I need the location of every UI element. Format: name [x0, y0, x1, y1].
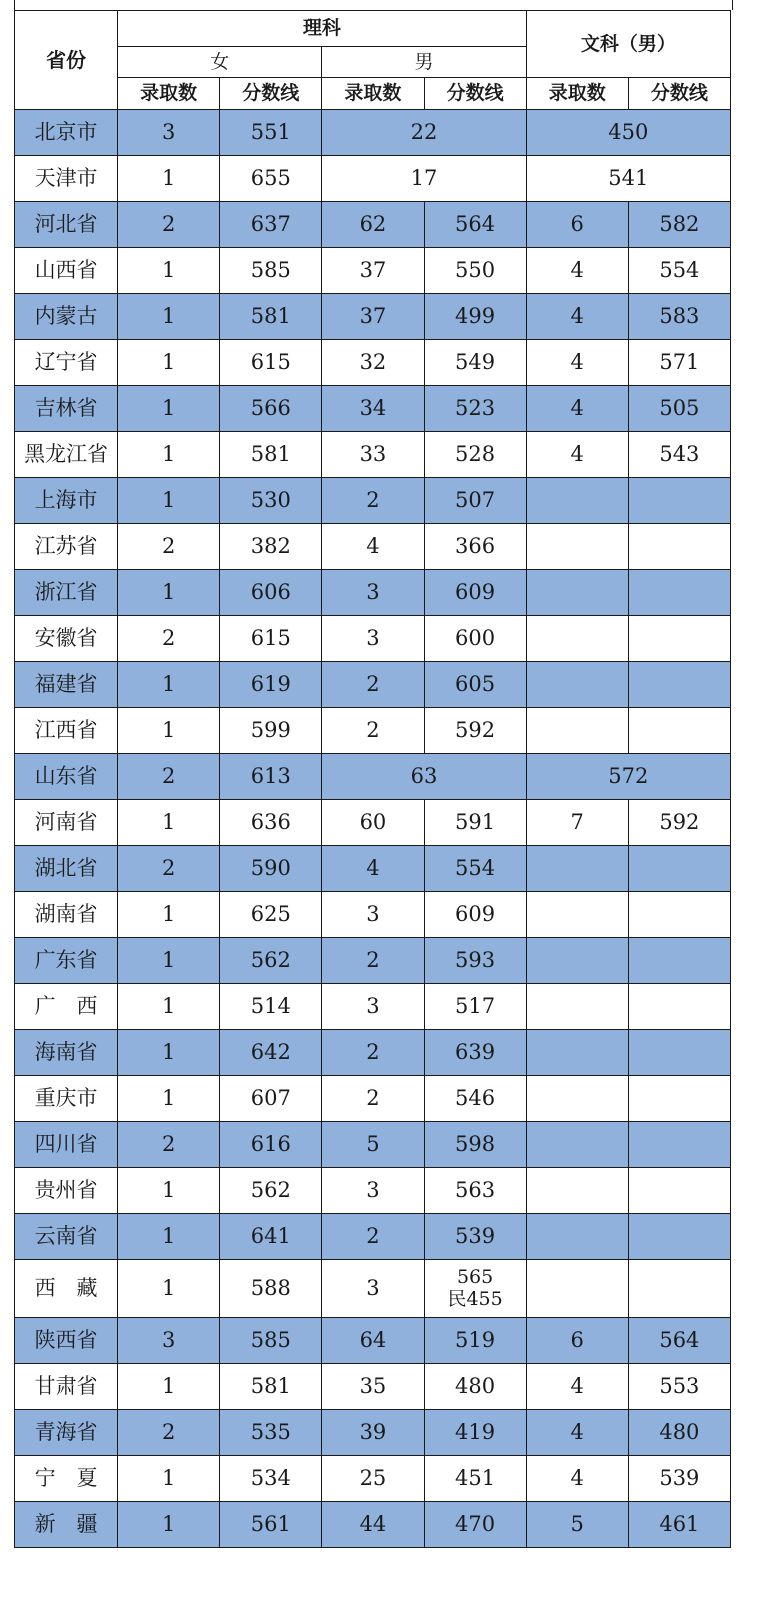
admission-table: [14, 10, 731, 1548]
province-cell: 云南省: [15, 1214, 118, 1260]
table-row: [15, 110, 731, 156]
female-admitted-cell: 1: [118, 432, 220, 478]
arts-score-cell: 564: [628, 1318, 730, 1364]
table-row: [15, 478, 731, 524]
female-score-cell: 581: [220, 1364, 322, 1410]
male-score-cell: 605: [424, 662, 526, 708]
table-row: [15, 1030, 731, 1076]
table-row: [15, 800, 731, 846]
table-header: [15, 11, 731, 110]
female-admitted-cell: 1: [118, 1168, 220, 1214]
male-score-cell: [424, 1260, 526, 1318]
female-score-cell: 625: [220, 892, 322, 938]
female-score-cell: 636: [220, 800, 322, 846]
table-row: [15, 432, 731, 478]
table-row: [15, 1260, 731, 1318]
province-cell: 新 疆: [15, 1502, 118, 1548]
male-admitted-cell: 34: [322, 386, 424, 432]
female-score-cell: 641: [220, 1214, 322, 1260]
male-admitted-cell: 2: [322, 478, 424, 524]
table-row: [15, 1502, 731, 1548]
female-score-cell: 566: [220, 386, 322, 432]
female-admitted-cell: 2: [118, 524, 220, 570]
female-score-cell: 535: [220, 1410, 322, 1456]
science-female-header: 女: [118, 47, 322, 78]
table-row: [15, 570, 731, 616]
table-row: [15, 846, 731, 892]
male-score-cell: 519: [424, 1318, 526, 1364]
arts-admitted-cell: 7: [526, 800, 628, 846]
province-cell: 江苏省: [15, 524, 118, 570]
arts-admitted-cell: [526, 892, 628, 938]
province-cell: 贵州省: [15, 1168, 118, 1214]
admission-table-sheet: [14, 10, 731, 1548]
table-row: [15, 938, 731, 984]
female-score-cell: 613: [220, 754, 322, 800]
male-admitted-cell: 3: [322, 1260, 424, 1318]
male-score-cell: 639: [424, 1030, 526, 1076]
female-admitted-cell: 1: [118, 340, 220, 386]
arts-score-cell: 505: [628, 386, 730, 432]
male-score-cell: 563: [424, 1168, 526, 1214]
province-cell: 湖北省: [15, 846, 118, 892]
female-score-cell: 562: [220, 938, 322, 984]
female-admitted-cell: 1: [118, 800, 220, 846]
arts-admitted-cell: [526, 1214, 628, 1260]
male-admitted-cell: 32: [322, 340, 424, 386]
arts-admitted-cell: [526, 1260, 628, 1318]
male-score-cell: 480: [424, 1364, 526, 1410]
male-admitted-cell: 2: [322, 1076, 424, 1122]
arts-admitted-cell: 6: [526, 202, 628, 248]
arts-score-cell: 539: [628, 1456, 730, 1502]
female-admitted-cell: 1: [118, 892, 220, 938]
arts-admitted-cell: 4: [526, 340, 628, 386]
male-score-cell: 609: [424, 892, 526, 938]
male-score-cell: 592: [424, 708, 526, 754]
arts-merged-cell: 541: [526, 156, 730, 202]
female-score-cell: 615: [220, 616, 322, 662]
female-admitted-cell: 1: [118, 1502, 220, 1548]
female-score-cell: 581: [220, 294, 322, 340]
table-row: [15, 1364, 731, 1410]
science-male-header: 男: [322, 47, 526, 78]
arts-score-cell: 571: [628, 340, 730, 386]
table-top-edge: [14, 0, 733, 10]
arts-merged-cell: 572: [526, 754, 730, 800]
female-score-cell: 616: [220, 1122, 322, 1168]
female-score-cell: 561: [220, 1502, 322, 1548]
female-admitted-cell: 1: [118, 294, 220, 340]
table-row: [15, 662, 731, 708]
arts-score-cell: [628, 1076, 730, 1122]
province-cell: 陕西省: [15, 1318, 118, 1364]
arts-admitted-cell: 4: [526, 1456, 628, 1502]
male-score-cell: 499: [424, 294, 526, 340]
female-score-cell: 588: [220, 1260, 322, 1318]
province-cell: 天津市: [15, 156, 118, 202]
male-admitted-cell: 2: [322, 708, 424, 754]
arts-admitted-cell: [526, 662, 628, 708]
female-admitted-cell: 1: [118, 1260, 220, 1318]
province-cell: 西 藏: [15, 1260, 118, 1318]
male-score-cell: 528: [424, 432, 526, 478]
female-admitted-cell: 1: [118, 156, 220, 202]
male-admitted-cell: 4: [322, 846, 424, 892]
province-cell: 吉林省: [15, 386, 118, 432]
arts-score-cell: [628, 1260, 730, 1318]
male-merged-cell: 22: [322, 110, 526, 156]
province-cell: 内蒙古: [15, 294, 118, 340]
male-admitted-cell: 37: [322, 248, 424, 294]
female-admitted-cell: 2: [118, 1122, 220, 1168]
arts-score-cell: [628, 1122, 730, 1168]
arts-admitted-cell: [526, 570, 628, 616]
arts-score-cell: [628, 846, 730, 892]
table-row: [15, 754, 731, 800]
arts-admitted-cell: 4: [526, 432, 628, 478]
province-cell: 辽宁省: [15, 340, 118, 386]
male-merged-cell: 63: [322, 754, 526, 800]
province-cell: 重庆市: [15, 1076, 118, 1122]
male-admitted-cell: 2: [322, 1030, 424, 1076]
table-body: [15, 110, 731, 1548]
arts-admitted-cell: 4: [526, 1410, 628, 1456]
province-cell: 广 西: [15, 984, 118, 1030]
arts-score-cell: [628, 1030, 730, 1076]
female-admitted-cell: 1: [118, 1076, 220, 1122]
female-score-cell: 637: [220, 202, 322, 248]
female-score-cell: 607: [220, 1076, 322, 1122]
table-row: [15, 340, 731, 386]
female-score-cell: 615: [220, 340, 322, 386]
male-score-cell: 507: [424, 478, 526, 524]
male-admitted-cell: 3: [322, 570, 424, 616]
male-admitted-cell: 2: [322, 1214, 424, 1260]
female-admitted-cell: 2: [118, 616, 220, 662]
female-admitted-cell: 1: [118, 478, 220, 524]
arts-admitted-cell: [526, 616, 628, 662]
arts-score-header: 分数线: [628, 78, 730, 110]
male-score-cell: 593: [424, 938, 526, 984]
male-score-cell: 523: [424, 386, 526, 432]
arts-admitted-cell: [526, 1122, 628, 1168]
arts-admitted-cell: 6: [526, 1318, 628, 1364]
arts-score-cell: 553: [628, 1364, 730, 1410]
arts-admitted-cell: [526, 1076, 628, 1122]
male-score-cell: 517: [424, 984, 526, 1030]
female-admitted-cell: 1: [118, 386, 220, 432]
arts-admitted-cell: [526, 708, 628, 754]
province-cell: 四川省: [15, 1122, 118, 1168]
male-merged-cell: 17: [322, 156, 526, 202]
male-admitted-cell: 60: [322, 800, 424, 846]
female-admitted-cell: 1: [118, 984, 220, 1030]
male-score-line: 565: [456, 1265, 494, 1288]
male-score-cell: 366: [424, 524, 526, 570]
province-cell: 甘肃省: [15, 1364, 118, 1410]
table-row: [15, 1410, 731, 1456]
province-cell: 黑龙江省: [15, 432, 118, 478]
arts-admitted-cell: 4: [526, 294, 628, 340]
female-admitted-cell: 2: [118, 754, 220, 800]
male-admitted-cell: 25: [322, 1456, 424, 1502]
province-cell: 河北省: [15, 202, 118, 248]
arts-admitted-cell: [526, 846, 628, 892]
table-row: [15, 708, 731, 754]
table-row: [15, 1318, 731, 1364]
province-cell: 安徽省: [15, 616, 118, 662]
arts-score-cell: 480: [628, 1410, 730, 1456]
table-row: [15, 1168, 731, 1214]
table-row: [15, 202, 731, 248]
table-row: [15, 1456, 731, 1502]
province-cell: 浙江省: [15, 570, 118, 616]
province-cell: 北京市: [15, 110, 118, 156]
arts-admitted-header: 录取数: [526, 78, 628, 110]
arts-score-cell: [628, 662, 730, 708]
arts-score-cell: [628, 938, 730, 984]
female-admitted-cell: 3: [118, 110, 220, 156]
female-admitted-cell: 1: [118, 248, 220, 294]
female-admitted-cell: 3: [118, 1318, 220, 1364]
arts-admitted-cell: [526, 938, 628, 984]
male-score-cell: 549: [424, 340, 526, 386]
male-admitted-cell: 64: [322, 1318, 424, 1364]
table-row: [15, 156, 731, 202]
province-cell: 青海省: [15, 1410, 118, 1456]
province-cell: 海南省: [15, 1030, 118, 1076]
arts-score-cell: [628, 984, 730, 1030]
female-admitted-cell: 1: [118, 1456, 220, 1502]
female-admitted-cell: 1: [118, 1364, 220, 1410]
male-score-cell: 564: [424, 202, 526, 248]
female-admitted-cell: 1: [118, 708, 220, 754]
female-score-header: 分数线: [220, 78, 322, 110]
female-score-cell: 606: [220, 570, 322, 616]
male-admitted-cell: 3: [322, 984, 424, 1030]
male-admitted-cell: 33: [322, 432, 424, 478]
province-cell: 宁 夏: [15, 1456, 118, 1502]
table-row: [15, 1214, 731, 1260]
male-score-minority-line: 民455: [447, 1287, 503, 1310]
female-admitted-header: 录取数: [118, 78, 220, 110]
female-score-cell: 581: [220, 432, 322, 478]
arts-score-cell: [628, 524, 730, 570]
male-score-cell: 546: [424, 1076, 526, 1122]
province-cell: 河南省: [15, 800, 118, 846]
arts-score-cell: [628, 1214, 730, 1260]
male-admitted-cell: 2: [322, 662, 424, 708]
female-admitted-cell: 2: [118, 846, 220, 892]
province-cell: 湖南省: [15, 892, 118, 938]
male-score-cell: 539: [424, 1214, 526, 1260]
female-admitted-cell: 1: [118, 662, 220, 708]
table-row: [15, 616, 731, 662]
female-admitted-cell: 1: [118, 1214, 220, 1260]
male-admitted-cell: 39: [322, 1410, 424, 1456]
arts-admitted-cell: 4: [526, 1364, 628, 1410]
arts-score-cell: 582: [628, 202, 730, 248]
female-score-cell: 530: [220, 478, 322, 524]
female-score-cell: 599: [220, 708, 322, 754]
male-score-cell: 419: [424, 1410, 526, 1456]
table-row: [15, 984, 731, 1030]
arts-admitted-cell: [526, 1030, 628, 1076]
province-cell: 福建省: [15, 662, 118, 708]
male-admitted-cell: 3: [322, 892, 424, 938]
male-score-cell: 554: [424, 846, 526, 892]
table-row: [15, 892, 731, 938]
arts-admitted-cell: 5: [526, 1502, 628, 1548]
female-admitted-cell: 2: [118, 202, 220, 248]
province-cell: 上海市: [15, 478, 118, 524]
male-admitted-cell: 35: [322, 1364, 424, 1410]
table-row: [15, 1076, 731, 1122]
arts-admitted-cell: [526, 1168, 628, 1214]
female-score-cell: 585: [220, 248, 322, 294]
female-score-cell: 619: [220, 662, 322, 708]
male-admitted-cell: 3: [322, 1168, 424, 1214]
table-row: [15, 294, 731, 340]
female-score-cell: 585: [220, 1318, 322, 1364]
province-cell: 山东省: [15, 754, 118, 800]
male-admitted-cell: 37: [322, 294, 424, 340]
province-cell: 江西省: [15, 708, 118, 754]
male-admitted-header: 录取数: [322, 78, 424, 110]
female-score-cell: 514: [220, 984, 322, 1030]
male-admitted-cell: 3: [322, 616, 424, 662]
female-admitted-cell: 1: [118, 1030, 220, 1076]
female-score-cell: 642: [220, 1030, 322, 1076]
province-column-header: 省份: [15, 11, 118, 110]
male-score-cell: 550: [424, 248, 526, 294]
arts-score-cell: [628, 616, 730, 662]
male-score-cell: 591: [424, 800, 526, 846]
male-admitted-cell: 2: [322, 938, 424, 984]
male-admitted-cell: 44: [322, 1502, 424, 1548]
arts-admitted-cell: 4: [526, 248, 628, 294]
table-row: [15, 248, 731, 294]
arts-admitted-cell: 4: [526, 386, 628, 432]
arts-score-cell: 461: [628, 1502, 730, 1548]
male-score-header: 分数线: [424, 78, 526, 110]
arts-score-cell: [628, 570, 730, 616]
arts-admitted-cell: [526, 524, 628, 570]
table-row: [15, 1122, 731, 1168]
arts-score-cell: 583: [628, 294, 730, 340]
male-score-cell: 609: [424, 570, 526, 616]
arts-score-cell: [628, 892, 730, 938]
province-cell: 广东省: [15, 938, 118, 984]
male-score-cell: 598: [424, 1122, 526, 1168]
female-score-cell: 534: [220, 1456, 322, 1502]
arts-score-cell: [628, 708, 730, 754]
female-score-cell: 590: [220, 846, 322, 892]
female-admitted-cell: 2: [118, 1410, 220, 1456]
female-score-cell: 382: [220, 524, 322, 570]
male-admitted-cell: 62: [322, 202, 424, 248]
arts-score-cell: [628, 478, 730, 524]
male-admitted-cell: 5: [322, 1122, 424, 1168]
arts-score-cell: 543: [628, 432, 730, 478]
table-row: [15, 524, 731, 570]
province-cell: 山西省: [15, 248, 118, 294]
arts-score-cell: 554: [628, 248, 730, 294]
female-score-cell: 562: [220, 1168, 322, 1214]
science-group-header: 理科: [118, 11, 527, 47]
arts-admitted-cell: [526, 478, 628, 524]
female-admitted-cell: 1: [118, 570, 220, 616]
male-score-cell: 600: [424, 616, 526, 662]
male-score-cell: 451: [424, 1456, 526, 1502]
arts-male-group-header: 文科（男）: [526, 11, 730, 78]
arts-score-cell: [628, 1168, 730, 1214]
male-score-cell: 470: [424, 1502, 526, 1548]
male-admitted-cell: 4: [322, 524, 424, 570]
arts-admitted-cell: [526, 984, 628, 1030]
arts-score-cell: 592: [628, 800, 730, 846]
female-score-cell: 655: [220, 156, 322, 202]
arts-merged-cell: 450: [526, 110, 730, 156]
female-admitted-cell: 1: [118, 938, 220, 984]
table-row: [15, 386, 731, 432]
female-score-cell: 551: [220, 110, 322, 156]
